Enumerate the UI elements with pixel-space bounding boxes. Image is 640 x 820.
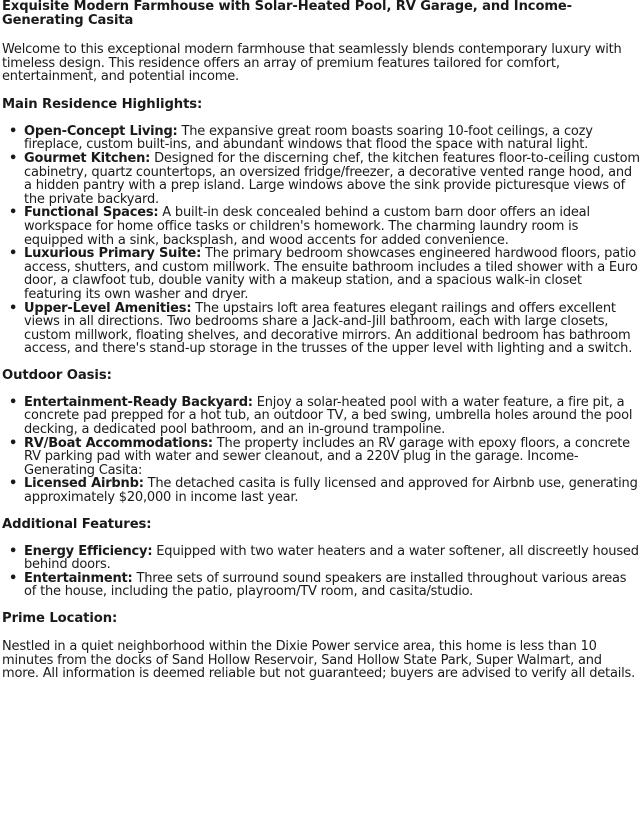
item-label: Luxurious Primary Suite:: [24, 246, 202, 262]
list-item: [24, 477, 640, 504]
section-heading-main-residence: Main Residence Highlights:: [2, 96, 203, 112]
section-heading-prime-location: Prime Location:: [2, 611, 118, 626]
item-label: Energy Efficiency:: [24, 543, 153, 559]
list-item: [24, 302, 640, 356]
item-label: RV/Boat Accommodations:: [24, 435, 213, 451]
item-text: The detached casita is fully licensed and approved for Airbnb use, generating approximately $20,000 in income last year.: [24, 476, 638, 506]
item-label: Gourmet Kitchen:: [24, 150, 151, 166]
section-heading-outdoor-oasis: Outdoor Oasis:: [2, 367, 112, 383]
item-text: The primary bedroom showcases engineered hardwood floors, patio access, shutters, and custom millwork. The ensuite bathroom includes a tiled shower with a Euro door, a clawfoot tub, double vanity with a makeup station, and a spacious walk-in closet featuring its own washer and dryer.: [24, 246, 638, 302]
item-text: The upstairs loft area features elegant railings and offers excellent views in all directions. Two bedrooms share a Jack-and-Jill bathroom, each with large closets, custom millwork, floating shelves, and decorative mirrors. An additional bedroom has bathroom access, and there's stand-up storage in the trusses of the upper level with lighting and a switch.: [24, 300, 633, 357]
item-text: A built-in desk concealed behind a custom barn door offers an ideal workspace for home office tasks or children's homework. The charming laundry room is equipped with a sink, backsplash, and wood accents for added convenience.: [24, 205, 590, 248]
main-residence-list: [2, 125, 640, 356]
list-item: [24, 247, 640, 301]
outdoor-oasis-list: [2, 396, 640, 505]
item-text: Enjoy a solar-heated pool with a water feature, a fire pit, a concrete pad prepped for a hot tub, an outdoor TV, a bed swing, umbrella holes around the pool decking, a dedicated pool bathroom, and an in-ground trampoline.: [24, 394, 633, 438]
item-label: Entertainment:: [24, 570, 133, 586]
list-item: [24, 437, 640, 478]
list-item: [24, 206, 640, 247]
list-item: [24, 152, 640, 206]
item-text: The expansive great room boasts soaring 10-foot ceilings, a cozy fireplace, custom built-ins, and abundant windows that flood the space with natural light.: [24, 123, 593, 153]
intro-paragraph: Welcome to this exceptional modern farmhouse that seamlessly blends contemporary luxury with timeless design. This residence offers an array of premium features tailored for comfort, entertainment, and potential income.: [2, 42, 622, 85]
item-label: Functional Spaces:: [24, 205, 159, 221]
item-label: Licensed Airbnb:: [24, 476, 144, 492]
list-item: [24, 396, 640, 437]
additional-features-list: [2, 545, 640, 599]
item-label: Open-Concept Living:: [24, 123, 178, 139]
item-text: Three sets of surround sound speakers are installed throughout various areas of the house, including the patio, playroom/TV room, and casita/studio.: [24, 570, 627, 600]
item-label: Upper-Level Amenities:: [24, 300, 192, 316]
section-heading-additional-features: Additional Features:: [2, 516, 152, 532]
list-item: [24, 125, 640, 152]
list-item: [24, 545, 640, 572]
item-text: Equipped with two water heaters and a water softener, all discreetly housed behind doors.: [24, 543, 639, 573]
item-text: Designed for the discerning chef, the kitchen features floor-to-ceiling custom cabinetry, quartz countertops, an oversized fridge/freezer, a decorative vented range hood, and a hidden pantry with a prep island. Large windows above the sink provide picturesque views of the private backyard.: [24, 150, 640, 207]
list-item: [24, 572, 640, 599]
item-label: Entertainment-Ready Backyard:: [24, 394, 253, 410]
page-title: Exquisite Modern Farmhouse with Solar-Heated Pool, RV Garage, and Income-Generating Casita: [2, 0, 573, 28]
item-text: The property includes an RV garage with epoxy floors, a concrete RV parking pad with water and sewer cleanout, and a 220V plug in the garage. Income-Generating Casita:: [24, 435, 630, 478]
prime-location-paragraph: Nestled in a quiet neighborhood within the Dixie Power service area, this home is less than 10 minutes from the docks of Sand Hollow Reservoir, Sand Hollow State Park, Super Walmart, and more. All information is deemed reliable but not guaranteed; buyers are advised to verify all details.: [2, 639, 636, 682]
